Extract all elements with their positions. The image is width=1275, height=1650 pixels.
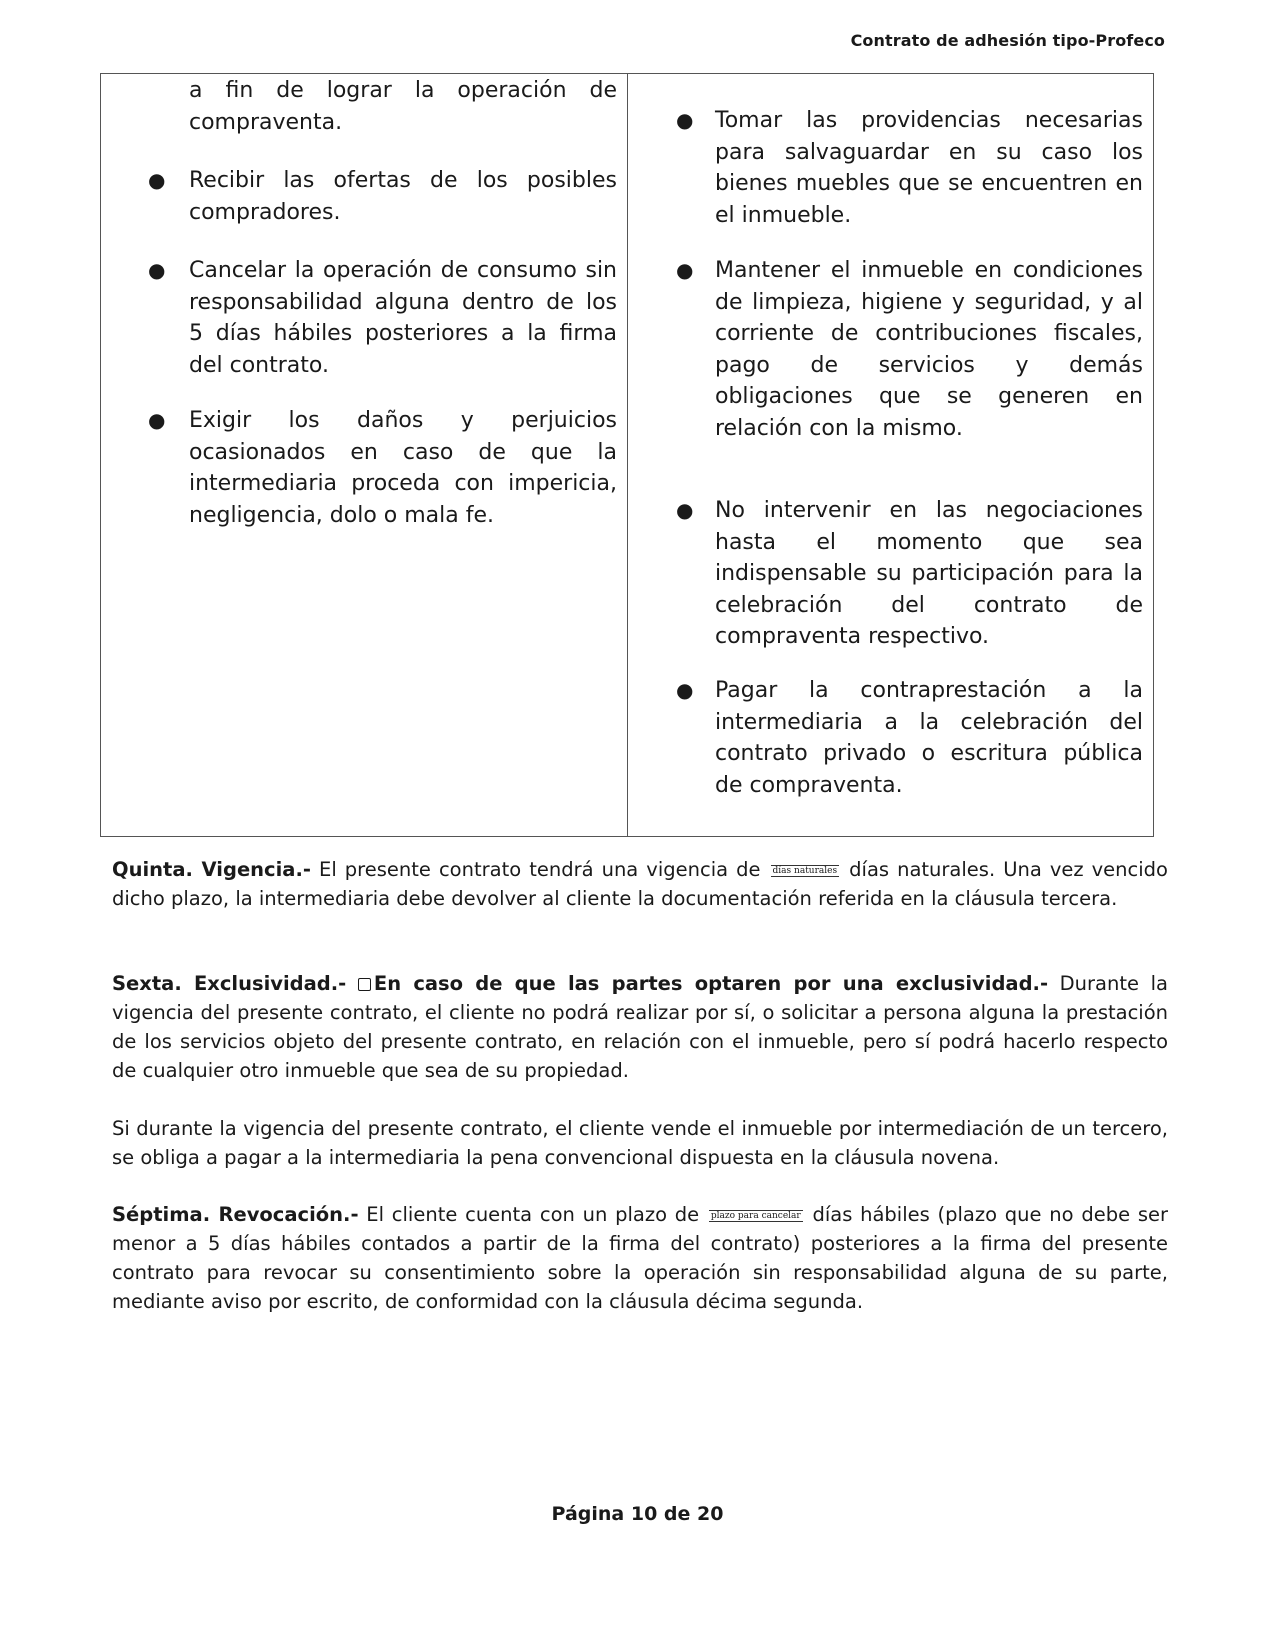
list-item <box>101 75 627 138</box>
exclusividad-checkbox[interactable] <box>358 978 371 991</box>
bullet-icon: ● <box>676 678 694 702</box>
list-item <box>628 255 1153 445</box>
bullet-icon: ● <box>676 258 694 282</box>
list-item-text: Pagar la contraprestación a la intermediaria a la celebración del contrato privado o escritura pública de compraventa. <box>715 678 1143 798</box>
clause-sexta <box>112 969 1168 1085</box>
clause-heading: Sexta. Exclusividad.- <box>112 972 347 995</box>
clause-text: días hábiles (plazo que no debe ser menor a 5 días hábiles contados a partir de la firma del contrato) posteriores a la firma del presente contrato para revocar su consentimiento sobre la operación sin responsabilidad alguna de su parte, mediante aviso por escrito, de conformidad con la cláusula décima segunda. <box>112 1203 1168 1313</box>
list-item-text: Recibir las ofertas de los posibles compradores. <box>189 168 617 225</box>
right-column <box>628 74 1153 836</box>
list-item-text: No intervenir en las negociaciones hasta el momento que sea indispensable su participación para la celebración del contrato de compraventa respectivo. <box>715 498 1143 650</box>
obligations-table <box>100 73 1154 837</box>
clause-heading: Quinta. Vigencia.- <box>112 858 311 881</box>
list-item <box>628 105 1153 231</box>
clause-septima <box>112 1200 1168 1316</box>
list-item <box>628 675 1153 801</box>
list-item-text: a fin de lograr la operación de compraventa. <box>189 78 617 135</box>
clause-text: Durante la vigencia del presente contrato, el cliente no podrá realizar por sí, o solicitar a persona alguna la prestación de los servicios objeto del presente contrato, en relación con el inmueble, pero sí podrá hacerlo respecto de cualquier otro inmueble que sea de su propiedad. <box>112 972 1169 1082</box>
list-item <box>101 255 627 381</box>
bullet-icon: ● <box>676 108 694 132</box>
list-item <box>101 405 627 531</box>
list-item-text: Exigir los daños y perjuicios ocasionados en caso de que la intermediaria proceda con impericia, negligencia, dolo o mala fe. <box>189 408 617 528</box>
document-header: Contrato de adhesión tipo-Profeco <box>850 31 1165 50</box>
clause-option-label: En caso de que las partes optaren por una exclusividad.- <box>373 972 1049 995</box>
bullet-icon: ● <box>148 168 166 192</box>
clause-text: El presente contrato tendrá una vigencia de <box>310 858 769 881</box>
bullet-icon: ● <box>148 408 166 432</box>
bullet-icon: ● <box>148 258 166 282</box>
list-item-text: Mantener el inmueble en condiciones de limpieza, higiene y seguridad, y al corriente de contribuciones fiscales, pago de servicios y demás obligaciones que se generen en relación con la mismo. <box>715 258 1143 441</box>
plazo-cancelar-field[interactable]: plazo para cancelar <box>710 1210 801 1221</box>
clause-heading: Séptima. Revocación.- <box>112 1203 359 1226</box>
list-item <box>101 165 627 228</box>
clause-text: El cliente cuenta con un plazo de <box>358 1203 707 1226</box>
list-item-text: Cancelar la operación de consumo sin responsabilidad alguna dentro de los 5 días hábiles posteriores a la firma del contrato. <box>189 258 617 378</box>
clause-sexta-paragraph: Si durante la vigencia del presente contrato, el cliente vende el inmueble por intermediación de un tercero, se obliga a pagar a la intermediaria la pena convencional dispuesta en la cláusula novena. <box>112 1117 1168 1169</box>
left-column <box>101 74 628 836</box>
page-number: Página 10 de 20 <box>551 1503 724 1525</box>
list-item-text: Tomar las providencias necesarias para salvaguardar en su caso los bienes muebles que se encuentren en el inmueble. <box>715 108 1143 228</box>
clause-quinta <box>112 855 1168 913</box>
list-item <box>628 495 1153 653</box>
bullet-icon: ● <box>676 498 694 522</box>
clause-text: días naturales. Una vez vencido dicho plazo, la intermediaria debe devolver al cliente la documentación referida en la cláusula tercera. <box>112 858 1168 910</box>
vigencia-field[interactable]: días naturales <box>772 865 838 876</box>
